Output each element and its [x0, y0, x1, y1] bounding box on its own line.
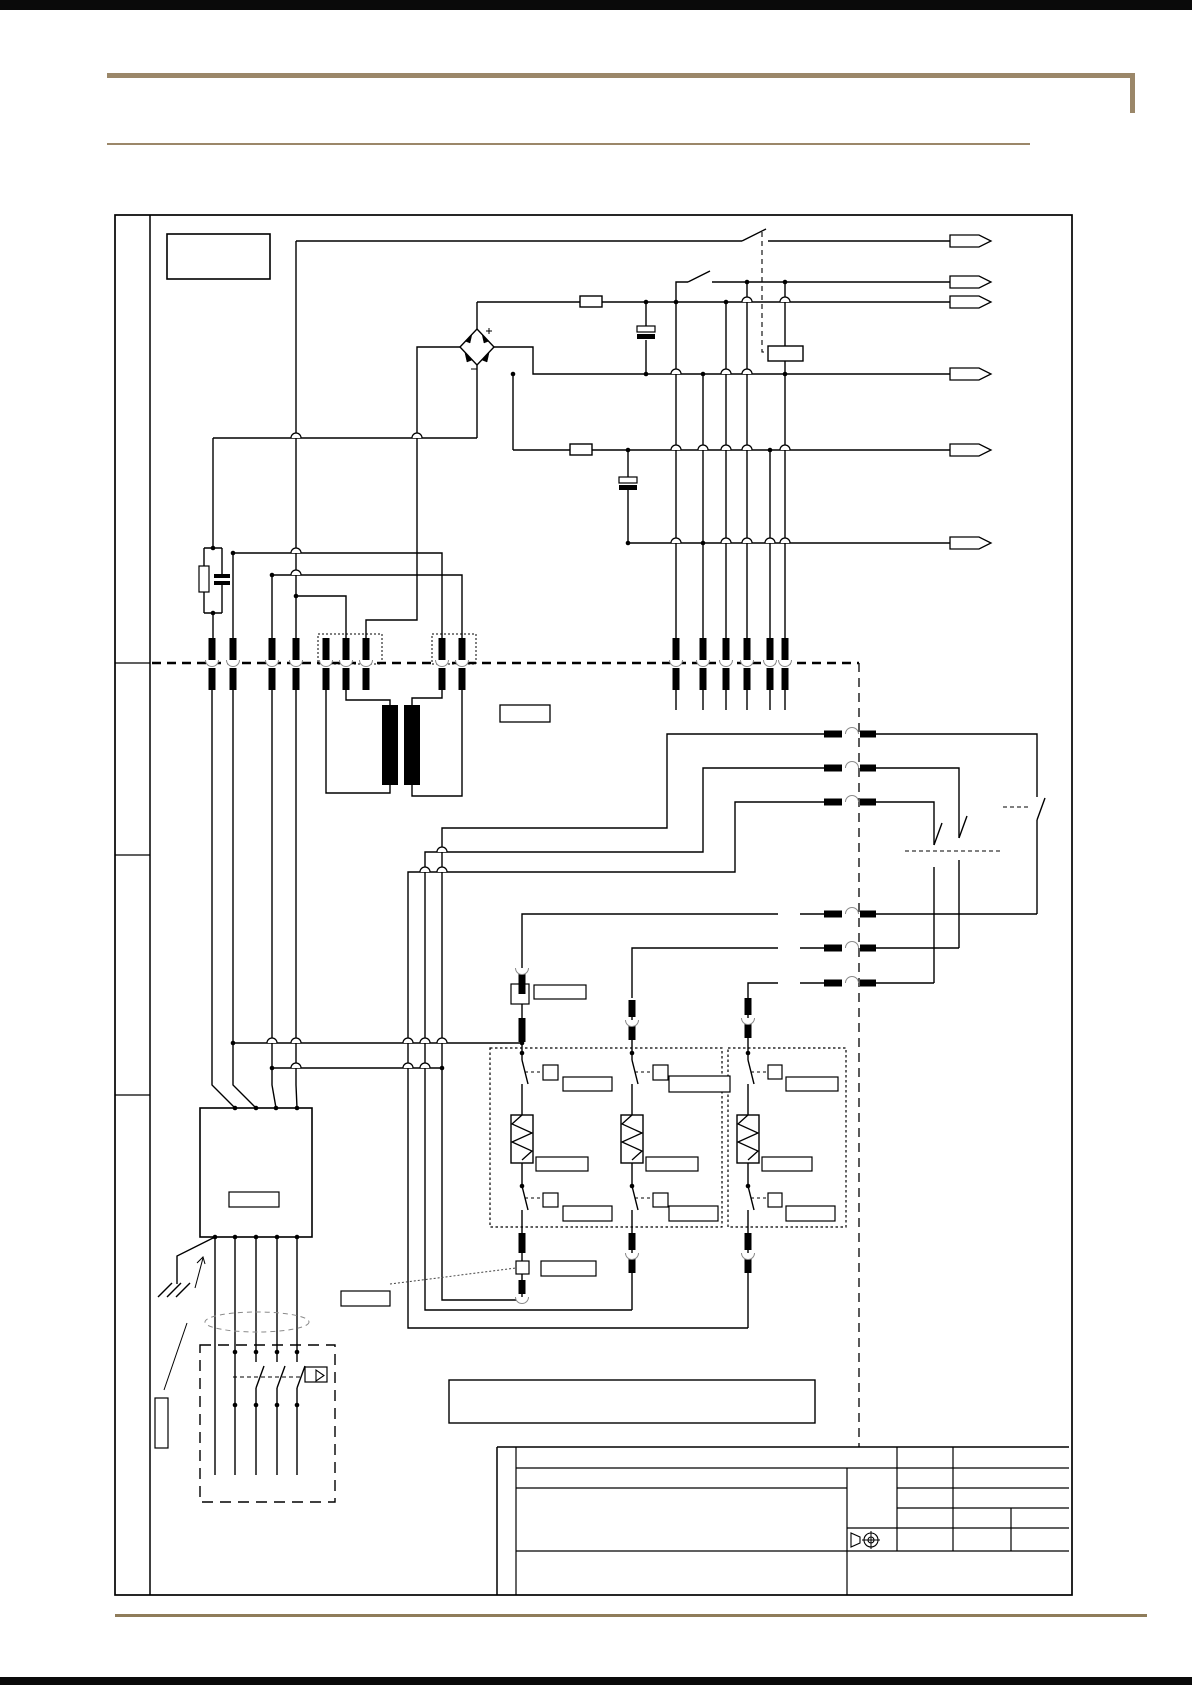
terminal-arrow — [950, 537, 991, 549]
junction-dot — [270, 1066, 275, 1071]
connector-pin-upper — [343, 638, 350, 660]
wire-hop — [698, 445, 708, 450]
junction-dot — [270, 573, 275, 578]
terminal-arrow — [950, 276, 991, 288]
row948-left-b — [632, 948, 778, 998]
row802-right — [876, 802, 934, 845]
wire-hop — [671, 369, 681, 374]
heater-1-element — [512, 1115, 532, 1160]
earth-wire — [177, 1237, 215, 1284]
pin-down-1 — [212, 690, 235, 1108]
page-top-bar — [0, 0, 1192, 10]
loop-row802 — [408, 802, 824, 1328]
branch-connector-cup — [626, 1020, 639, 1027]
breaker-label — [341, 1291, 390, 1306]
heater-1-label — [536, 1157, 588, 1171]
junction-dot — [211, 546, 216, 551]
connector-cup — [456, 660, 469, 667]
inline-connector-left — [824, 731, 842, 738]
junction-dot — [674, 300, 679, 305]
connector-cup — [340, 660, 353, 667]
wire-hop — [291, 433, 301, 438]
heater-3-element — [738, 1115, 758, 1160]
inline-connector-left — [824, 945, 842, 952]
switch2-riser — [676, 282, 688, 302]
branch-connector-bar — [519, 1233, 526, 1253]
heater-2-label — [646, 1157, 698, 1171]
junction-dot — [275, 1350, 280, 1355]
wire-hop — [291, 1063, 301, 1068]
terminal-arrow — [950, 444, 991, 456]
connector-cup — [320, 660, 333, 667]
junction-dot — [254, 1235, 259, 1240]
connector-pin-lower — [767, 668, 774, 690]
junction-dot — [724, 300, 729, 305]
inline-connector-right — [860, 980, 876, 987]
junction-dot — [274, 1106, 279, 1111]
connector-pin-lower — [209, 668, 216, 690]
cap2-plate-outline — [619, 477, 637, 483]
connector-pin-upper — [673, 638, 680, 660]
junction-dot — [254, 1350, 259, 1355]
connector-cup — [670, 660, 683, 667]
row983-left-b — [748, 983, 778, 998]
terminal-arrow — [950, 296, 991, 308]
junction-dot — [644, 300, 649, 305]
inline-connector-cup — [846, 728, 859, 735]
junction-dot — [213, 1235, 218, 1240]
junction-dot — [511, 372, 516, 377]
wire-hop — [721, 369, 731, 374]
branch2-thermostat-label — [669, 1076, 730, 1092]
connector-cup — [697, 660, 710, 667]
connector-pin-lower — [673, 668, 680, 690]
cap2-plate-solid — [619, 485, 637, 490]
switch-relay-link — [762, 232, 768, 352]
row734-right — [876, 734, 1037, 797]
inline-connector-left — [824, 980, 842, 987]
junction-dot — [701, 541, 706, 546]
branch2-switch2-box — [653, 1193, 668, 1207]
wire-hop — [437, 1038, 447, 1043]
branch-connector-bar — [745, 998, 752, 1015]
junction-dot — [231, 1041, 236, 1046]
wire-hop — [780, 538, 790, 543]
pin-down-3 — [272, 690, 276, 1108]
junction-dot — [745, 280, 750, 285]
inline-connector-right — [860, 945, 876, 952]
cap1-plate-outline — [637, 326, 655, 332]
branch-connector-cup — [516, 1297, 529, 1304]
connector-pin-upper — [723, 638, 730, 660]
branch1-label-leader — [390, 1268, 516, 1284]
connector-pin-upper — [767, 638, 774, 660]
rc-resistor — [199, 566, 209, 592]
pin-down-2 — [233, 690, 256, 1108]
rc-cap-plate-b — [214, 581, 230, 585]
pin-down-4 — [296, 690, 297, 1108]
inline-connector-right — [860, 731, 876, 738]
wire-hop — [403, 1063, 413, 1068]
connector-pin-lower — [439, 668, 446, 690]
cap1-plate-solid — [637, 334, 655, 339]
aux-switch2-blade — [959, 816, 967, 838]
branch1-fuse-box — [516, 1261, 529, 1274]
heater-group-box-3 — [728, 1048, 846, 1227]
switch2-blade — [688, 271, 710, 282]
wire-l4 — [494, 347, 950, 374]
connector-pin-lower — [343, 668, 350, 690]
connector-pin-upper — [363, 638, 370, 660]
legend-box-topleft — [167, 234, 270, 279]
inline-connector-right — [860, 799, 876, 806]
branch1-fuse-label — [541, 1261, 596, 1276]
wire-hop — [742, 297, 752, 302]
inline-connector-cup — [846, 977, 859, 984]
inline-connector-cup — [846, 908, 859, 915]
wire-hop — [780, 297, 790, 302]
run-575 — [272, 575, 462, 640]
junction-dot — [231, 551, 236, 556]
branch-connector-bar — [745, 1233, 752, 1250]
connector-cup — [779, 660, 792, 667]
aux-switch3-blade — [934, 823, 942, 845]
row914-left-b — [522, 914, 778, 962]
connector-cup — [436, 660, 449, 667]
wire-hop — [721, 445, 731, 450]
branch-connector-bar — [629, 1233, 636, 1250]
junction-dot — [746, 1184, 751, 1189]
connector-pin-upper — [293, 638, 300, 660]
junction-dot — [520, 1184, 525, 1189]
branch-connector-bar — [519, 1280, 526, 1294]
branch-connector-cup — [742, 1018, 755, 1025]
transformer-secondary-in — [412, 690, 442, 705]
projection-cone-icon — [851, 1533, 860, 1547]
connector-pin-lower — [782, 668, 789, 690]
connector-pin-lower — [744, 668, 751, 690]
inline-connector-cup — [846, 796, 859, 802]
connector-pin-upper — [459, 638, 466, 660]
connector-pin-upper — [323, 638, 330, 660]
connector-pin-lower — [363, 668, 370, 690]
wire-hop — [721, 538, 731, 543]
junction-dot — [233, 1350, 238, 1355]
junction-dot — [254, 1403, 259, 1408]
connector-pin-upper — [230, 638, 237, 660]
connector-cup — [720, 660, 733, 667]
connector-pin-upper — [439, 638, 446, 660]
junction-dot — [630, 1051, 635, 1056]
branch-connector-bar — [629, 1000, 636, 1017]
header-rule-tick — [1130, 73, 1135, 113]
junction-dot — [626, 541, 631, 546]
inline-connector-cup — [846, 942, 859, 948]
connector-pin-lower — [269, 668, 276, 690]
heater-3-label — [762, 1157, 812, 1171]
wire-hop — [420, 1038, 430, 1043]
cable-label-leader — [164, 1323, 187, 1390]
branch2-switch2-label — [669, 1206, 718, 1221]
connector-cup — [290, 660, 303, 667]
branch1-thermostat-label — [563, 1077, 612, 1091]
connector-pin-lower — [230, 668, 237, 690]
connector-pin-upper — [209, 638, 216, 660]
loop-row768 — [425, 768, 824, 1310]
branch1-switch2-label — [563, 1206, 612, 1221]
connector-pin-upper — [700, 638, 707, 660]
wire-hop — [765, 538, 775, 543]
junction-dot — [295, 1350, 300, 1355]
connector-pin-lower — [700, 668, 707, 690]
rc-cap-plate-a — [214, 574, 230, 578]
wire-hop — [291, 1038, 301, 1043]
branch3-thermostat-label — [786, 1077, 838, 1091]
fuse-2 — [570, 444, 592, 455]
wire-hop — [291, 548, 301, 553]
connector-pin-lower — [459, 668, 466, 690]
aux-switch1-blade — [1037, 798, 1045, 820]
junction-dot — [626, 448, 631, 453]
junction-dot — [275, 1403, 280, 1408]
junction-dot — [520, 1041, 525, 1046]
inline-connector-left — [824, 911, 842, 918]
inline-connector-cup — [846, 762, 859, 768]
row768-right — [876, 768, 959, 838]
branch1-thermal-label — [534, 985, 586, 999]
branch-connector-cup — [626, 1253, 639, 1260]
junction-dot — [768, 448, 773, 453]
wire-hop — [291, 570, 301, 575]
heater-group-box-12 — [490, 1048, 722, 1227]
page-bottom-bar — [0, 1677, 1192, 1685]
heater-2-element — [622, 1115, 642, 1160]
transformer-winding — [404, 705, 420, 785]
inline-connector-right — [860, 911, 876, 918]
wire-hop — [780, 445, 790, 450]
connector-cup — [741, 660, 754, 667]
wire-hop — [403, 1038, 413, 1043]
connector-pin-upper — [782, 638, 789, 660]
wire-hop — [420, 867, 430, 872]
relay-coil — [768, 346, 803, 361]
connector-pin-lower — [723, 668, 730, 690]
connector-cup — [266, 660, 279, 667]
terminal-arrow — [950, 235, 991, 247]
branch-connector-cup — [516, 968, 529, 975]
wire-hop — [437, 847, 447, 852]
wire-hop — [420, 1063, 430, 1068]
branch3-thermostat-box — [768, 1065, 782, 1079]
run-596 — [296, 596, 346, 640]
wire-hop — [671, 445, 681, 450]
junction-dot — [630, 1184, 635, 1189]
branch-connector-bar — [519, 1018, 526, 1042]
terminal-arrow — [950, 368, 991, 380]
control-unit-box — [200, 1108, 312, 1237]
inline-connector-left — [824, 765, 842, 772]
wire-hop — [742, 538, 752, 543]
inline-connector-left — [824, 799, 842, 806]
connector-cup — [360, 660, 373, 667]
connector-cup — [227, 660, 240, 667]
transformer-primary-in — [346, 690, 390, 705]
junction-dot — [295, 1106, 300, 1111]
wire-hop — [267, 1038, 277, 1043]
junction-dot — [295, 1235, 300, 1240]
connector-cup — [764, 660, 777, 667]
junction-dot — [783, 280, 788, 285]
transformer-primary-out — [326, 690, 390, 793]
wire-hop — [671, 538, 681, 543]
footer-rule — [115, 1614, 1147, 1617]
branch-connector-cup — [742, 1253, 755, 1260]
junction-dot — [440, 1066, 445, 1071]
branch1-switch2-box — [543, 1193, 558, 1207]
branch3-switch2-label — [786, 1206, 835, 1221]
junction-dot — [746, 1051, 751, 1056]
connector-pin-lower — [293, 668, 300, 690]
page-edge-label — [155, 1398, 168, 1448]
header-rule-thick — [107, 73, 1135, 78]
branch3-switch2-box — [768, 1193, 782, 1207]
callout-arrow-head — [197, 1257, 205, 1264]
junction-dot — [294, 594, 299, 599]
connector-pin-upper — [744, 638, 751, 660]
inline-connector-right — [860, 765, 876, 772]
junction-dot — [520, 1051, 525, 1056]
header-rule-thin — [107, 143, 1030, 145]
wire-hop — [742, 445, 752, 450]
branch2-thermostat-box — [653, 1065, 668, 1080]
connector-pin-lower — [323, 668, 330, 690]
legend-box-bottom — [449, 1380, 815, 1423]
junction-dot — [233, 1235, 238, 1240]
wire-hop — [412, 433, 422, 438]
wire-hop — [742, 369, 752, 374]
connector-cup — [206, 660, 219, 667]
junction-dot — [254, 1106, 259, 1111]
junction-dot — [233, 1403, 238, 1408]
junction-dot — [233, 1106, 238, 1111]
callout-arrow-shaft — [195, 1258, 203, 1288]
transformer-winding — [382, 705, 398, 785]
junction-dot — [783, 372, 788, 377]
connector-pin-upper — [269, 638, 276, 660]
junction-dot — [211, 611, 216, 616]
transformer-label — [500, 705, 550, 722]
fuse-1 — [580, 296, 602, 307]
bridge-rectifier — [460, 329, 494, 365]
cable-bundle-marker — [205, 1312, 309, 1332]
branch1-thermostat-box — [543, 1065, 558, 1080]
junction-dot — [295, 1403, 300, 1408]
bridge-left-run — [366, 347, 460, 640]
wire-hop — [437, 867, 447, 872]
junction-dot — [701, 372, 706, 377]
junction-dot — [644, 372, 649, 377]
junction-dot — [275, 1235, 280, 1240]
